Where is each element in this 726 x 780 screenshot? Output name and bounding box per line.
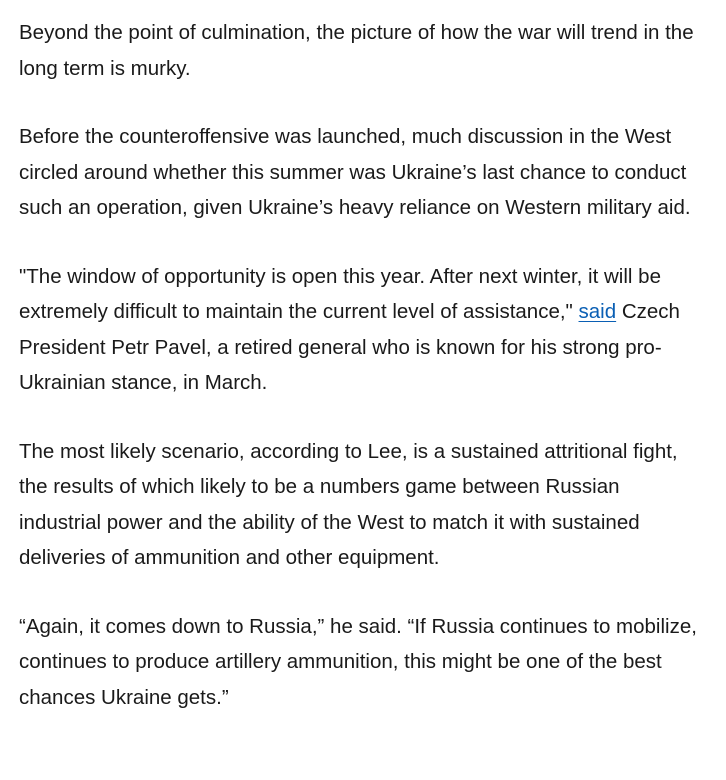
pavel-quote-text: "The window of opportunity is open this year. After next winter, it will be extremely difficult to maintain the current level of assistance," [19,264,661,323]
pavel-quote-attribution: Czech President Petr Pavel, a retired general who is known for his strong pro-Ukrainian stance, in March. [19,300,680,394]
said-link[interactable]: said [578,300,617,323]
paragraph-culmination: Beyond the point of culmination, the picture of how the war will trend in the long term is murky. [19,21,694,80]
paragraph-scenario: The most likely scenario, according to Lee, is a sustained attritional fight, the results of which likely to be a numbers game between Russian industrial power and the ability of the West to match it with sustained deliveries of ammunition and other equipment. [19,439,678,569]
paragraph-pavel-quote [19,259,702,401]
paragraph-counteroffensive: Before the counteroffensive was launched, much discussion in the West circled around whether this summer was Ukraine’s last chance to conduct such an operation, given Ukraine’s heavy reliance on Western military aid. [19,125,691,219]
paragraph-lee-quote: “Again, it comes down to Russia,” he said. “If Russia continues to mobilize, continues to produce artillery ammunition, this might be one of the best chances Ukraine gets.” [19,614,697,709]
